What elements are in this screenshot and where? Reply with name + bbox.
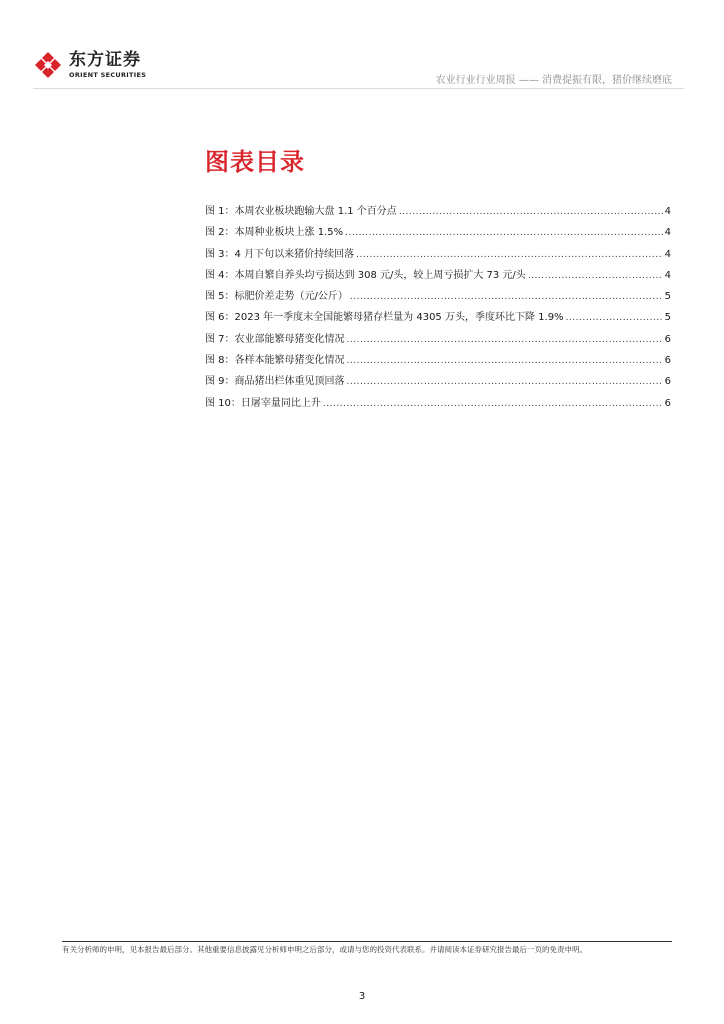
- toc-entry-6[interactable]: [205, 308, 671, 329]
- toc-entry-page: 4: [664, 206, 671, 217]
- toc-entry-page: 4: [664, 227, 671, 239]
- toc-entry-5[interactable]: [205, 287, 671, 308]
- toc-entry-label: 图 8：各样本能繁母猪变化情况: [205, 355, 345, 367]
- report-header-title: 农业行业行业周报 —— 消费提振有限，猪价继续磨底: [435, 75, 672, 86]
- footer-divider: [62, 941, 672, 942]
- toc-dot-leader: [356, 250, 663, 260]
- toc-entry-10[interactable]: [205, 394, 671, 415]
- toc-dot-leader: [345, 228, 663, 238]
- header-divider: [33, 88, 684, 89]
- company-logo: [33, 50, 146, 80]
- toc-entry-page: 4: [664, 269, 671, 281]
- toc-dot-leader: [566, 313, 663, 323]
- toc-entry-label: 图 2：本周种业板块上涨 1.5%: [205, 227, 344, 239]
- toc-entry-2[interactable]: [205, 223, 671, 244]
- toc-title: 图表目录: [205, 148, 305, 176]
- toc-entry-label: 图 3：4 月下旬以来猪价持续回落: [205, 248, 355, 260]
- toc-entry-page: 6: [664, 397, 671, 409]
- page-number: 3: [358, 991, 366, 1002]
- toc-dot-leader: [323, 399, 663, 409]
- toc-entry-9[interactable]: [205, 372, 671, 393]
- toc-entry-label: 图 4：本周自繁自养头均亏损达到 308 元/头，较上周亏损扩大 73 元/头: [205, 269, 526, 281]
- toc-entry-label: 图 7：农业部能繁母猪变化情况: [205, 333, 345, 345]
- toc-entry-page: 6: [664, 333, 671, 345]
- toc-dot-leader: [350, 292, 663, 302]
- toc-dot-leader: [399, 207, 663, 217]
- toc-list: [205, 202, 671, 415]
- toc-entry-page: 5: [664, 291, 671, 303]
- toc-entry-label: 图 6：2023 年一季度末全国能繁母猪存栏量为 4305 万头，季度环比下降 1.9%: [205, 312, 564, 324]
- toc-entry-4[interactable]: [205, 266, 671, 287]
- logo-wordmark: [69, 49, 147, 79]
- footer-disclaimer: 有关分析师的申明，见本报告最后部分。其他重要信息披露见分析师申明之后部分，或请与您的投资代表联系。并请阅读本证券研究报告最后一页的免责申明。: [62, 945, 587, 954]
- logo-english-name: ORIENT SECURITIES: [69, 70, 147, 79]
- toc-entry-page: 6: [664, 376, 671, 388]
- toc-entry-page: 6: [664, 355, 671, 367]
- logo-chinese-name: 东方证券: [69, 49, 141, 70]
- toc-entry-1[interactable]: [205, 202, 671, 223]
- toc-dot-leader: [347, 377, 663, 387]
- orient-securities-logo-icon: [33, 50, 63, 80]
- toc-entry-page: 4: [664, 248, 671, 260]
- toc-entry-3[interactable]: [205, 245, 671, 266]
- toc-entry-7[interactable]: [205, 330, 671, 351]
- toc-entry-page: 5: [664, 312, 671, 324]
- toc-dot-leader: [347, 335, 663, 345]
- toc-entry-label: 图 10：日屠宰量同比上升: [205, 397, 321, 409]
- toc-entry-label: 图 5：标肥价差走势（元/公斤）: [205, 291, 348, 303]
- toc-entry-label: 图 9：商品猪出栏体重见顶回落: [205, 376, 345, 388]
- toc-dot-leader: [347, 356, 663, 366]
- toc-entry-label: 图 1：本周农业板块跑输大盘 1.1 个百分点: [205, 206, 397, 217]
- toc-entry-8[interactable]: [205, 351, 671, 372]
- toc-dot-leader: [528, 271, 663, 281]
